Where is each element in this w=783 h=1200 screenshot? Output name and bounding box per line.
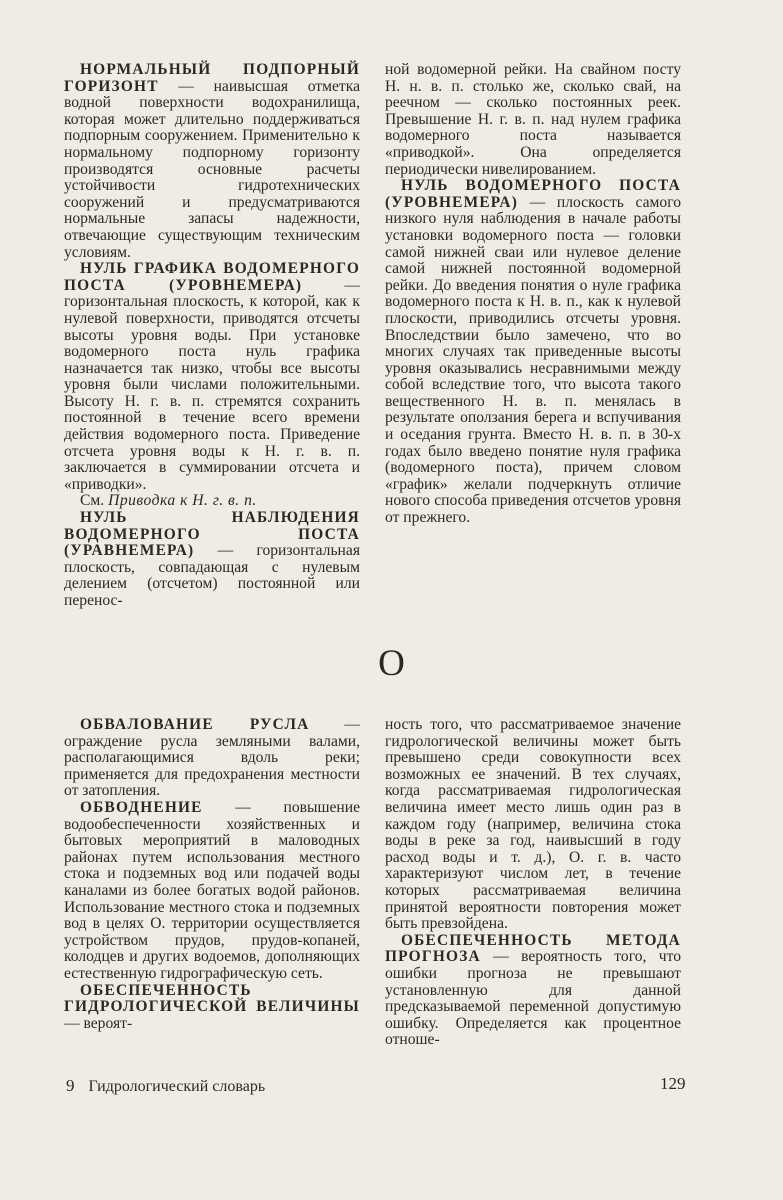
entry-continuation: ной водомерной рейки. На свайном посту Н. н. в. п. столько же, сколько свай, на реечном — сколько постоянных реек. Превышение Н. г. в. п. над нулем графика водомерного поста называется «приводкой». Она определяется периодически нивелированием. [385,61,681,178]
section-letter: О [378,643,405,684]
column-top-right [385,62,681,527]
entry-gauge-zero [385,178,681,526]
entry-definition: — ограждение русла земляными валами, располагающимися вдоль реки; применяется для предохранения местности от затопления. [64,716,360,800]
cross-reference [64,493,360,510]
page-number: 129 [660,1074,686,1093]
page-footer [66,1076,265,1096]
entry-definition: — наивысшая отметка водной поверхности водохранилища, которая может длительно поддерживаться подпорным сооружением. Применительно к нормальному подпорному горизонту производятся основные расчеты устойчивости гидротехнических сооружений и предусматриваются нормальные запасы надежности, отвечающие существующим техническим условиям. [64,77,360,261]
entry-term: ОБЕСПЕЧЕННОСТЬ ГИДРОЛОГИЧЕСКОЙ ВЕЛИЧИНЫ [64,981,360,1016]
entry-definition: — горизонтальная плоскость, к которой, как к нулевой поверхности, приводятся отсчеты высоты уровня воды. При установке водомерного поста нуль графика назначается так низко, чтобы все высоты уровня были числами положительными. Высоту Н. г. в. п. стремятся сохранить постоянной в течение всего времени действия водомерного поста. Приведение отсчета уровня воды к Н. г. в. п. заключается в суммировании отсчета и «приводки». [64,276,360,493]
entry-term: ОБВАЛОВАНИЕ РУСЛА [80,716,310,733]
book-title: Гидрологический словарь [88,1078,266,1095]
entry-term: НУЛЬ ГРАФИКА ВОДОМЕРНОГО ПОСТА (УРОВНЕМЕРА) [64,260,360,294]
see-reference: Приводка к Н. г. в. п. [108,492,257,510]
entry-normal-pool-level [64,62,360,261]
entry-watering [64,800,360,983]
entry-term: ОБЕСПЕЧЕННОСТЬ МЕТОДА ПРОГНОЗА [385,931,681,966]
entry-continuation: ность того, что рассматриваемое значение гидрологической величины может быть превышено среди совокупности всех возможных ее значений. В тех случаях, когда рассматриваемая гидрологическая величина имеет место лишь один раз в каждом году (например, величина стока воды в реке за год, наивысший в году расход воды и т. д.), О. г. в. часто характеризуют числом лет, в течение которых рассматриваемая величина принятой вероятности повторения может быть превзойдена. [385,716,681,933]
entry-forecast-method-reliability [385,933,681,1049]
column-bottom-left [64,717,360,1032]
signature-number: 9 [66,1076,75,1095]
column-top-left [64,62,360,610]
entry-definition: — горизонтальная плоскость, совпадающая с нулевым делением (отсчетом) постоянной или перенос- [64,542,360,609]
see-prefix: См. [80,492,109,510]
entry-definition: — повышение водообеспеченности хозяйственных и бытовых мероприятий в маловодных районах путем использования местного стока и подземных вод или подачей воды каналами из более богатых водой районов. Использование местного стока и подземных вод в целях О. территории осуществляется устройством прудов, прудов-копаней, колодцев и других водоемов, дополняющих естественную гидрографическую сеть. [64,798,360,982]
entry-exceedance-probability [64,983,360,1033]
entry-term: НУЛЬ НАБЛЮДЕНИЯ ВОДОМЕРНОГО ПОСТА (УРАВНЕМЕРА) [64,509,360,560]
entry-observation-zero [64,510,360,610]
entry-term: НУЛЬ ВОДОМЕРНОГО ПОСТА (УРОВНЕМЕРА) [385,177,681,211]
column-bottom-right [385,717,681,1049]
entry-gauge-datum [64,261,360,493]
entry-definition: — плоскость самого низкого нуля наблюдения в начале работы установки водомерного поста — головки самой нижней сваи или нулевое деление самой нижней постоянной водомерной рейки. До введения понятия о нуле графика водомерного поста к Н. в. п., как к нулевой плоскости, приводились отсчеты уровня. Впоследствии было замечено, что во многих случаях так приведенные высоты уровня оказывались несравнимыми между собой вследствие того, что высота такого вещественного Н. в. п. менялась в результате оползания берега и вспучивания и оседания грунта. Вместо Н. в. п. в 30-х годах было введено понятие нуля графика (водомерного поста), причем словом «график» желали подчеркнуть отличие нового способа приведения отсчетов уровня от прежнего. [385,193,681,527]
entry-definition: — вероят- [64,1014,133,1032]
entry-term: НОРМАЛЬНЫЙ ПОДПОРНЫЙ ГОРИЗОНТ [64,61,360,95]
entry-definition: — вероятность того, что ошибки прогноза не превышают установленную для данной предсказываемой переменной допустимую ошибку. Определяется как процентное отноше- [385,948,681,1049]
entry-channel-embankment [64,717,360,800]
entry-term: ОБВОДНЕНИЕ [80,798,203,816]
